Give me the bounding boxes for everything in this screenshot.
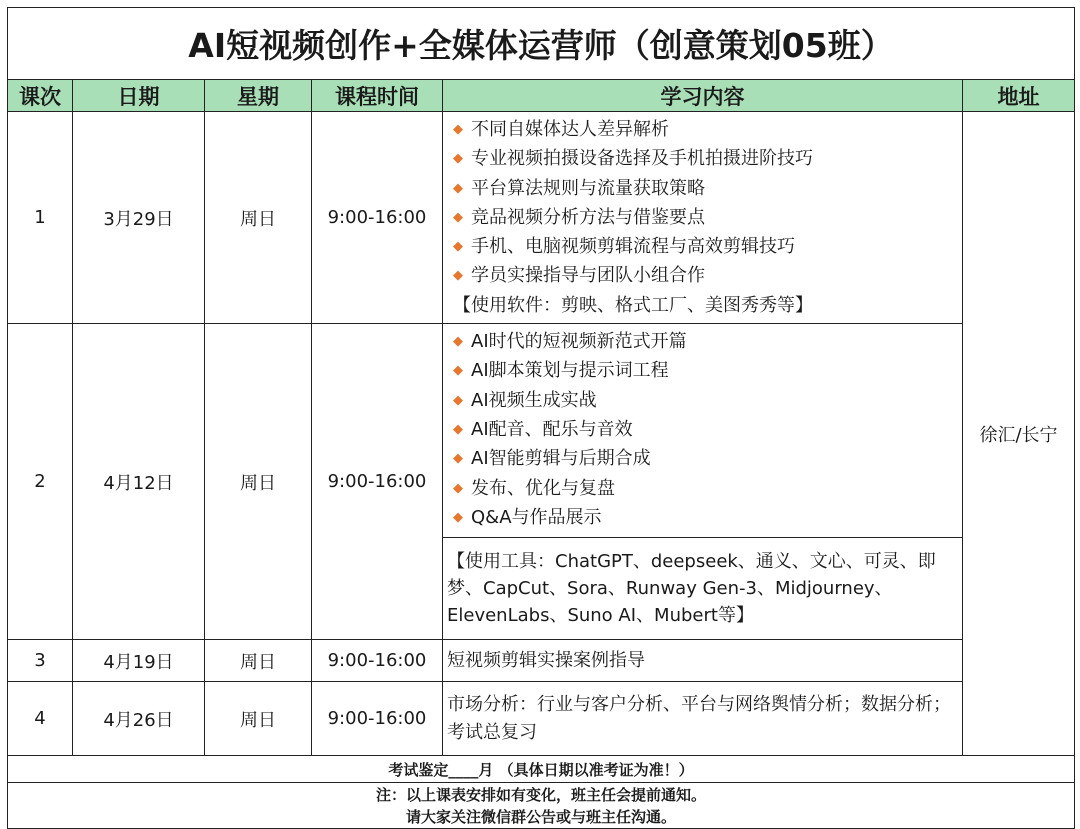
list-item: ◆ 竞品视频分析方法与借鉴要点 xyxy=(453,206,705,228)
lesson-cell: 4 xyxy=(8,682,73,756)
header-address: 地址 xyxy=(963,80,1075,112)
diamond-bullet-icon: ◆ xyxy=(453,334,463,350)
notice-line: 请大家关注微信群公告或与班主任沟通。 xyxy=(405,807,676,826)
list-item: ◆ 学员实操指导与团队小组合作 xyxy=(453,265,705,287)
weekday-cell: 周日 xyxy=(205,682,312,756)
diamond-bullet-icon: ◆ xyxy=(453,509,463,525)
content-cell: 短视频剪辑实操案例指导 xyxy=(443,640,963,682)
diamond-bullet-icon: ◆ xyxy=(453,268,463,284)
diamond-bullet-icon: ◆ xyxy=(453,180,463,196)
page-title: AI短视频创作+全媒体运营师（创意策划05班） xyxy=(8,8,1075,80)
notice-cell xyxy=(8,783,1075,829)
list-item: ◆ AI智能剪辑与后期合成 xyxy=(453,448,651,470)
diamond-bullet-icon: ◆ xyxy=(453,151,463,167)
list-item: ◆ 不同自媒体达人差异解析 xyxy=(453,119,669,140)
diamond-bullet-icon: ◆ xyxy=(453,480,463,496)
exam-row xyxy=(8,756,1075,783)
list-item: ◆ Q&A与作品展示 xyxy=(453,506,602,528)
content-list xyxy=(453,116,956,292)
date-cell: 3月29日 xyxy=(73,112,205,324)
address-cell: 徐汇/长宁 xyxy=(963,112,1075,756)
header-content: 学习内容 xyxy=(443,80,963,112)
time-cell: 9:00-16:00 xyxy=(312,640,443,682)
time-cell: 9:00-16:00 xyxy=(312,112,443,324)
lesson-cell: 3 xyxy=(8,640,73,682)
weekday-cell: 周日 xyxy=(205,640,312,682)
weekday-cell: 周日 xyxy=(205,324,312,640)
diamond-bullet-icon: ◆ xyxy=(453,363,463,379)
diamond-bullet-icon: ◆ xyxy=(453,122,463,137)
table-row xyxy=(8,640,1075,682)
list-item: ◆ AI时代的短视频新范式开篇 xyxy=(453,331,687,353)
exam-note: 考试鉴定____月 （具体日期以准考证为准！） xyxy=(8,756,1075,783)
content-cell xyxy=(443,324,963,538)
table-row xyxy=(8,112,1075,324)
content-list xyxy=(453,328,956,533)
lesson-cell: 2 xyxy=(8,324,73,640)
list-item: ◆ AI视频生成实战 xyxy=(453,389,597,411)
date-cell: 4月26日 xyxy=(73,682,205,756)
tools-cell: 【使用工具：ChatGPT、deepseek、通义、文心、可灵、即梦、CapCut、Sora、Runway Gen-3、Midjourney、ElevenLabs、Suno AI、Mubert等】 xyxy=(443,538,963,640)
time-cell: 9:00-16:00 xyxy=(312,324,443,640)
notice-row xyxy=(8,783,1075,829)
time-cell: 9:00-16:00 xyxy=(312,682,443,756)
list-item: ◆ 手机、电脑视频剪辑流程与高效剪辑技巧 xyxy=(453,236,795,258)
weekday-cell: 周日 xyxy=(205,112,312,324)
diamond-bullet-icon: ◆ xyxy=(453,239,463,255)
content-cell: 市场分析：行业与客户分析、平台与网络舆情分析；数据分析；考试总复习 xyxy=(443,682,963,756)
list-item: ◆ 专业视频拍摄设备选择及手机拍摄进阶技巧 xyxy=(453,148,813,170)
content-cell xyxy=(443,112,963,324)
date-cell: 4月12日 xyxy=(73,324,205,640)
list-item: ◆ AI配音、配乐与音效 xyxy=(453,418,633,440)
list-item: ◆ 发布、优化与复盘 xyxy=(453,477,615,499)
header-date: 日期 xyxy=(73,80,205,112)
header-time: 课程时间 xyxy=(312,80,443,112)
diamond-bullet-icon: ◆ xyxy=(453,209,463,225)
table-row xyxy=(8,324,1075,538)
schedule-table xyxy=(7,7,1075,829)
notice-line: 注：以上课表安排如有变化，班主任会提前通知。 xyxy=(375,785,706,804)
list-item: ◆ AI脚本策划与提示词工程 xyxy=(453,360,669,382)
software-note: 【使用软件：剪映、格式工厂、美图秀秀等】 xyxy=(453,294,813,316)
header-weekday: 星期 xyxy=(205,80,312,112)
diamond-bullet-icon: ◆ xyxy=(453,392,463,408)
table-row xyxy=(8,682,1075,756)
lesson-cell: 1 xyxy=(8,112,73,324)
date-cell: 4月19日 xyxy=(73,640,205,682)
header-lesson: 课次 xyxy=(8,80,73,112)
diamond-bullet-icon: ◆ xyxy=(453,421,463,437)
list-item: ◆ 平台算法规则与流量获取策略 xyxy=(453,177,705,199)
header-row xyxy=(8,80,1075,112)
diamond-bullet-icon: ◆ xyxy=(453,451,463,467)
